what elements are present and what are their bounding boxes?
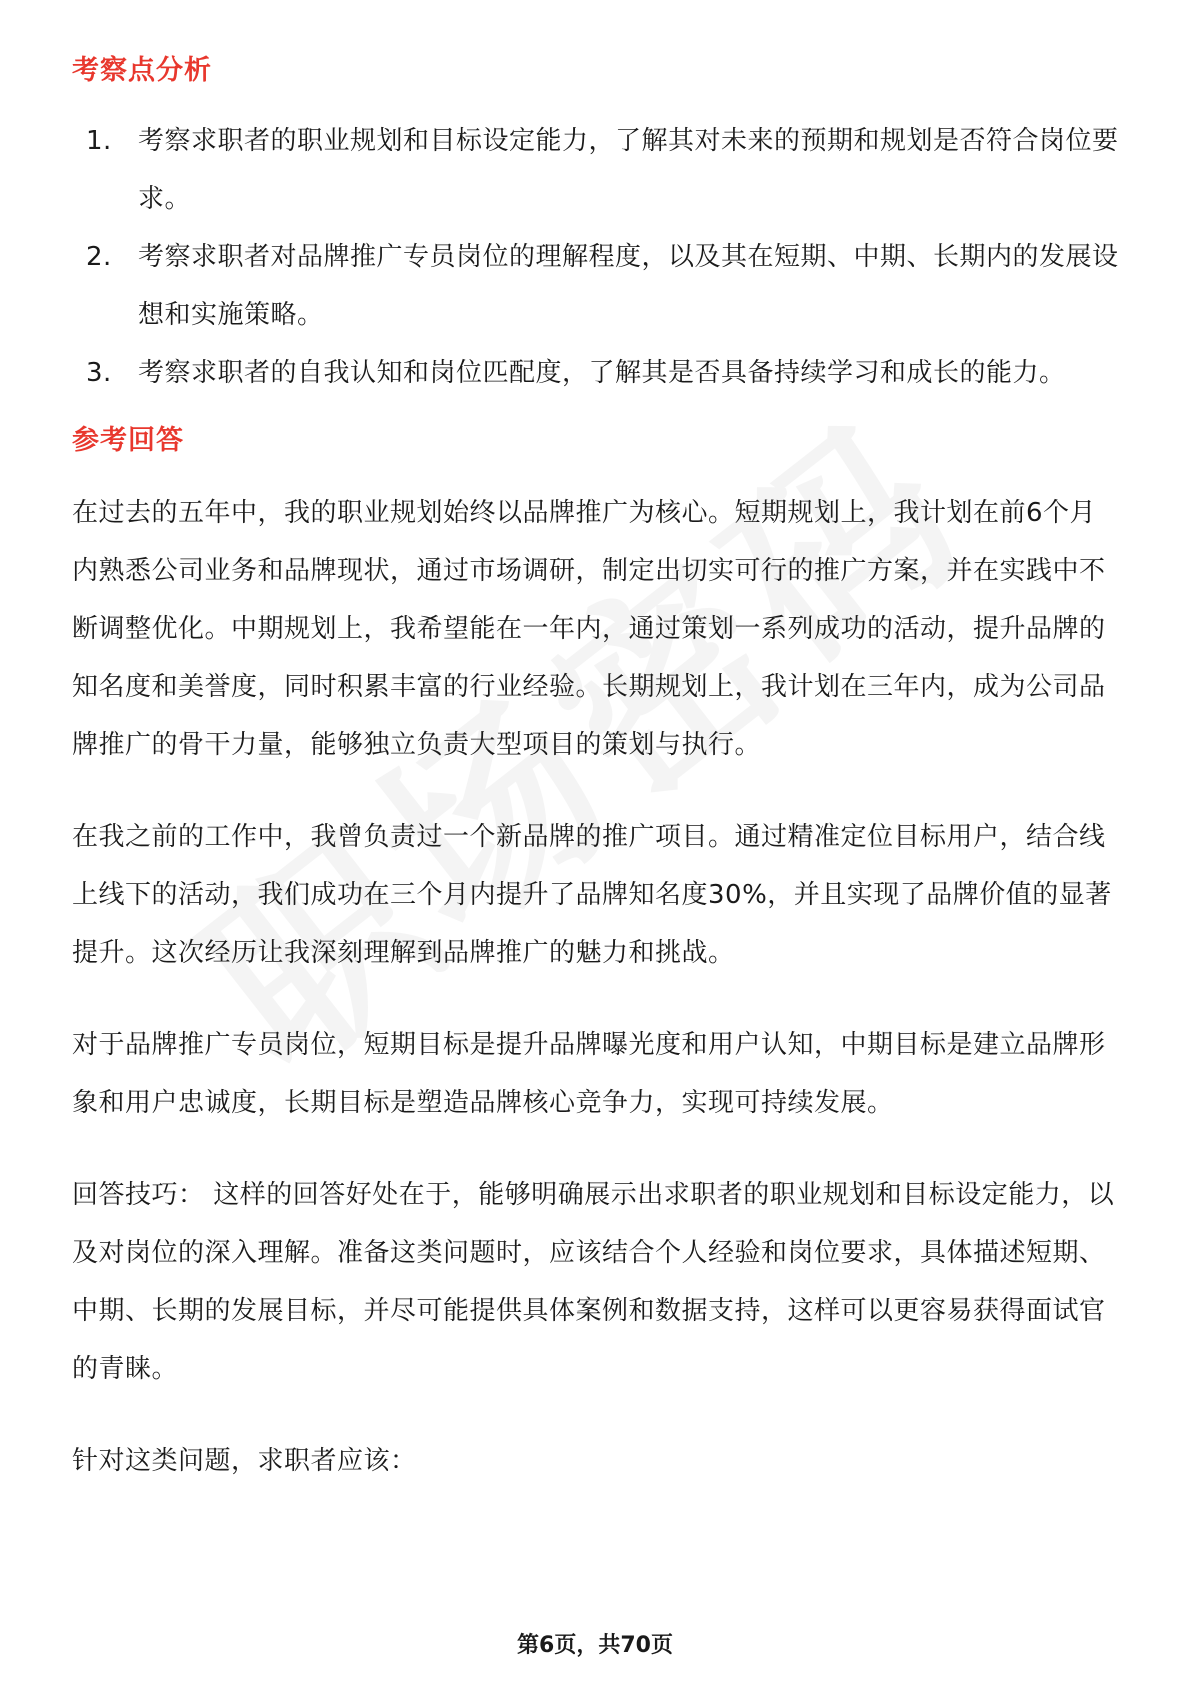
answer-paragraph: 在过去的五年中，我的职业规划始终以品牌推广为核心。短期规划上，我计划在前6个月内熟悉公司业务和品牌现状，通过市场调研，制定出切实可行的推广方案，并在实践中不断调整优化。中期规划上，我希望能在一年内，通过策划一系列成功的活动，提升品牌的知名度和美誉度，同时积累丰富的行业经验。长期规划上，我计划在三年内，成为公司品牌推广的骨干力量，能够独立负责大型项目的策划与执行。 (72, 498, 1106, 760)
answer-heading: 参考回答 (72, 425, 184, 456)
answer-tips-paragraph: 回答技巧： 这样的回答好处在于，能够明确展示出求职者的职业规划和目标设定能力，以及对岗位的深入理解。准备这类问题时，应该结合个人经验和岗位要求，具体描述短期、中期、长期的发展目标，并尽可能提供具体案例和数据支持，这样可以更容易获得面试官的青睐。 (72, 1180, 1115, 1384)
page-number: 第6页，共70页 (517, 1633, 673, 1658)
list-item-number: 3. (86, 358, 112, 388)
list-item (72, 344, 1122, 402)
analysis-list (72, 112, 1122, 402)
list-item-text: 考察求职者的自我认知和岗位匹配度，了解其是否具备持续学习和成长的能力。 (138, 358, 1066, 388)
document-page (72, 40, 1122, 1490)
list-item-number: 2. (86, 242, 112, 272)
analysis-heading: 考察点分析 (72, 55, 212, 86)
list-item-text: 考察求职者对品牌推广专员岗位的理解程度，以及其在短期、中期、长期内的发展设想和实施策略。 (138, 242, 1119, 330)
answer-paragraph: 针对这类问题，求职者应该： (72, 1446, 417, 1476)
list-item-number: 1. (86, 126, 112, 156)
answer-paragraph: 对于品牌推广专员岗位，短期目标是提升品牌曝光度和用户认知，中期目标是建立品牌形象和用户忠诚度，长期目标是塑造品牌核心竞争力，实现可持续发展。 (72, 1030, 1106, 1118)
answer-paragraph: 在我之前的工作中，我曾负责过一个新品牌的推广项目。通过精准定位目标用户，结合线上线下的活动，我们成功在三个月内提升了品牌知名度30%，并且实现了品牌价值的显著提升。这次经历让我深刻理解到品牌推广的魅力和挑战。 (72, 822, 1112, 968)
list-item (72, 112, 1122, 228)
list-item-text: 考察求职者的职业规划和目标设定能力，了解其对未来的预期和规划是否符合岗位要求。 (138, 126, 1119, 214)
list-item (72, 228, 1122, 344)
